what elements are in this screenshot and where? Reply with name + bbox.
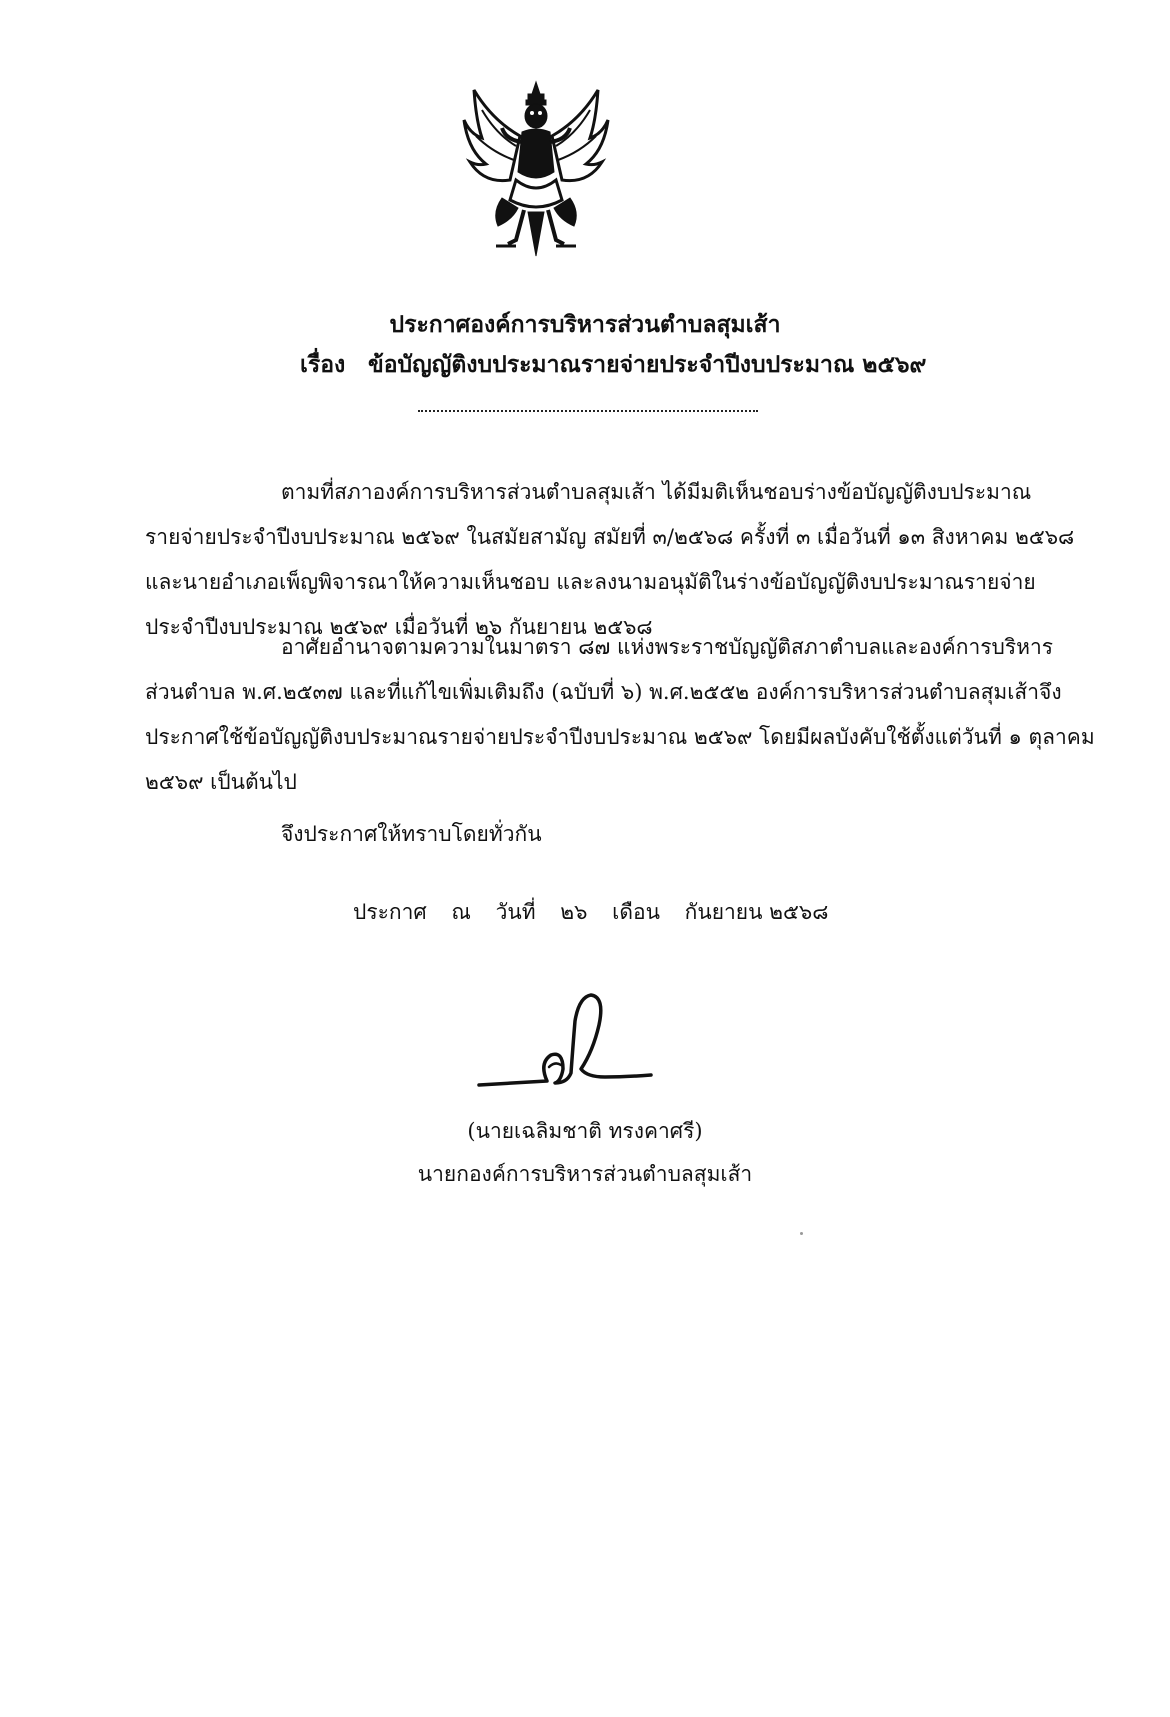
dateline <box>353 896 846 928</box>
announcement-title: ประกาศองค์การบริหารส่วนตำบลสุมเส้า <box>389 311 781 338</box>
dateline-day-label: วันที่ <box>495 900 536 924</box>
paragraph-1-line: และนายอำเภอเพ็ญพิจารณาให้ความเห็นชอบ และลงนามอนุมัติในร่างข้อบัญญัติงบประมาณรายจ่าย <box>145 570 1036 594</box>
subject-line <box>300 349 926 381</box>
garuda-emblem <box>462 80 610 260</box>
dotted-divider <box>418 410 758 412</box>
paragraph-2-line: ประกาศใช้ข้อบัญญัติงบประมาณรายจ่ายประจำปีงบประมาณ ๒๕๖๙ โดยมีผลบังคับใช้ตั้งแต่วันที่ ๑ ตุลาคม <box>145 725 1095 749</box>
dateline-at-label: ณ <box>451 900 471 924</box>
paragraph-2 <box>145 625 1095 805</box>
dateline-month-label: เดือน <box>612 900 660 924</box>
subject-label: เรื่อง <box>300 351 346 378</box>
subject-text: ข้อบัญญัติงบประมาณรายจ่ายประจำปีงบประมาณ ๒๕๖๙ <box>368 351 927 378</box>
paragraph-2-line: ๒๕๖๙ เป็นต้นไป <box>145 770 297 794</box>
dateline-day: ๒๖ <box>560 900 588 924</box>
announcement-statement: จึงประกาศให้ทราบโดยทั่วกัน <box>281 822 542 846</box>
signer-name: (นายเฉลิมชาติ ทรงคาศรี) <box>467 1119 703 1143</box>
dateline-month-year: กันยายน ๒๕๖๘ <box>684 900 829 924</box>
dateline-announce-label: ประกาศ <box>353 900 427 924</box>
paragraph-2-line: อาศัยอำนาจตามความในมาตรา ๘๗ แห่งพระราชบัญญัติสภาตำบลและองค์การบริหาร <box>281 635 1054 659</box>
paper-speck <box>800 1232 803 1235</box>
paragraph-1-line: ประจำปีงบประมาณ ๒๕๖๙ เมื่อวันที่ ๒๖ กันยายน ๒๕๖๘ <box>145 615 653 639</box>
signer-title: นายกองค์การบริหารส่วนตำบลสุมเส้า <box>417 1162 753 1186</box>
handwritten-signature <box>475 985 655 1100</box>
paragraph-1 <box>145 470 1075 650</box>
paragraph-1-line: ตามที่สภาองค์การบริหารส่วนตำบลสุมเส้า ได้มีมติเห็นชอบร่างข้อบัญญัติงบประมาณ <box>281 480 1032 504</box>
paragraph-2-line: ส่วนตำบล พ.ศ.๒๕๓๗ และที่แก้ไขเพิ่มเติมถึง (ฉบับที่ ๖) พ.ศ.๒๕๕๒ องค์การบริหารส่วนตำบลสุมเส้าจึง <box>145 680 1062 704</box>
paragraph-1-line: รายจ่ายประจำปีงบประมาณ ๒๕๖๙ ในสมัยสามัญ สมัยที่ ๓/๒๕๖๘ ครั้งที่ ๓ เมื่อวันที่ ๑๓ สิงหาคม ๒๕๖๘ <box>145 525 1075 549</box>
